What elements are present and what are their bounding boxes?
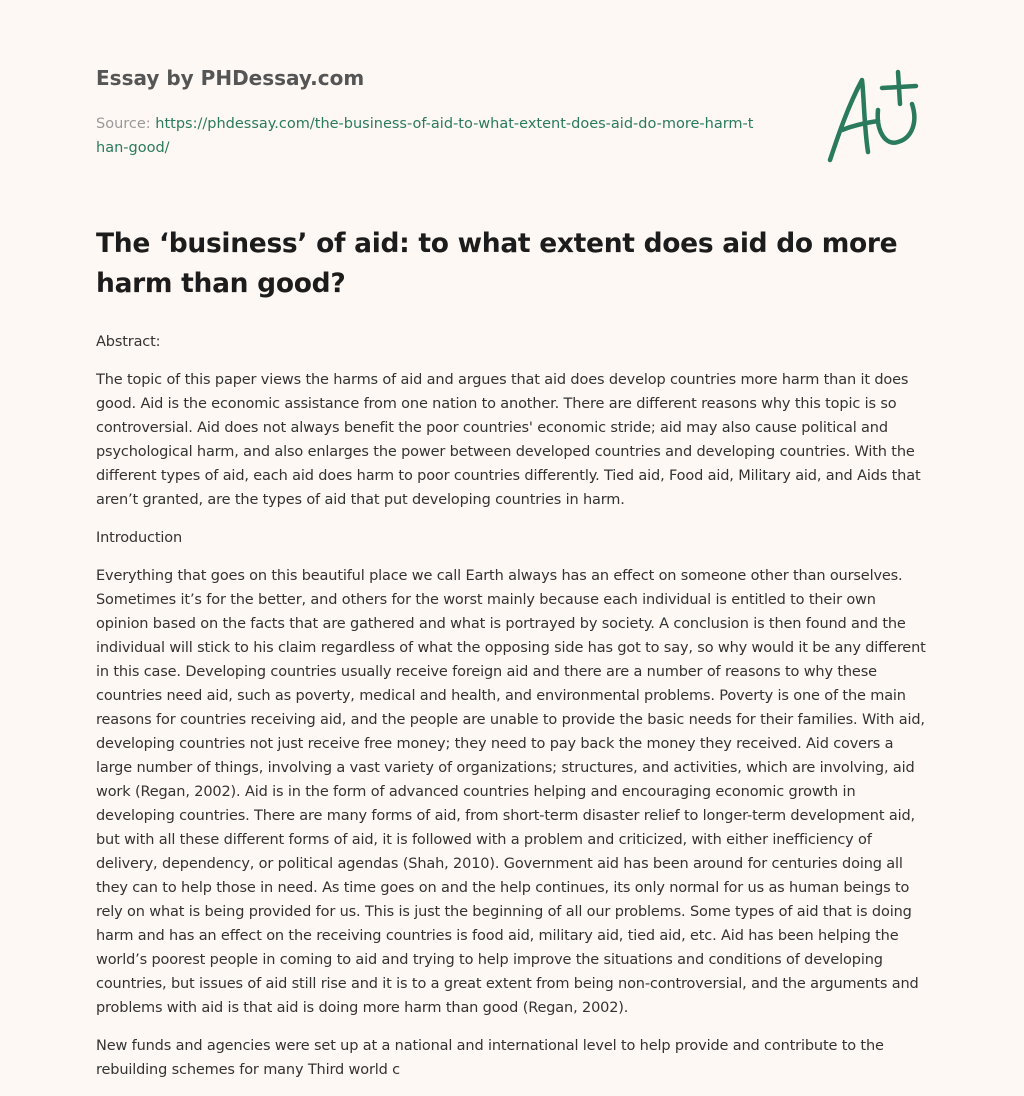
abstract-heading: Abstract: [96, 334, 161, 350]
source-label: Source: [96, 116, 156, 132]
introduction-paragraph: Everything that goes on this beautiful place we call Earth always has an effect on someone other than ourselves. Sometimes it’s for the better, and others for the worst mainly because each individual is entitled to their own opinion based on the facts that are gathered and what is portrayed by society. A conclusion is then found and the individual will stick to his claim regardless of what the opposing side has got to say, so why would it be any different in this case. Developing countries usually receive foreign aid and there are a number of reasons to why these countries need aid, such as poverty, medical and health, and environmental problems. Poverty is one of the main reasons for countries receiving aid, and the people are unable to provide the basic needs for their families. With aid, developing countries not just receive free money; they need to pay back the money they received. Aid covers a large number of things, involving a vast variety of organizations; structures, and activities, which are involving, aid work (Regan, 2002). Aid is in the form of advanced countries helping and encouraging economic growth in developing countries. There are many forms of aid, from short-term disaster relief to longer-term development aid, but with all these different forms of aid, it is followed with a problem and criticized, with either inefficiency of delivery, dependency, or political agendas (Shah, 2010). Government aid has been around for centuries doing all they can to help those in need. As time goes on and the help continues, its only normal for us as human beings to rely on what is being provided for us. This is just the beginning of all our problems. Some types of aid that is doing harm and has an effect on the receiving countries is food aid, military aid, tied aid, etc. Aid has been helping the world’s poorest people in coming to aid and trying to help improve the situations and conditions of developing countries, but issues of aid still rise and it is to a great extent from being non-controversial, and the arguments and problems with aid is that aid is doing more harm than good (Regan, 2002). [96, 568, 926, 1016]
site-title: Essay by PHDessay.com [96, 66, 365, 90]
introduction-heading: Introduction [96, 530, 183, 546]
abstract-paragraph: The topic of this paper views the harms of aid and argues that aid does develop countries more harm than it does good. Aid is the economic assistance from one nation to another. There are different reasons why this topic is so controversial. Aid does not always benefit the poor countries' economic stride; aid may also cause political and psychological harm, and also enlarges the power between developed countries and developing countries. With the different types of aid, each aid does harm to poor countries differently. Tied aid, Food aid, Military aid, and Aids that aren’t granted, are the types of aid that put developing countries in harm. [96, 372, 921, 508]
source-link[interactable]: https://phdessay.com/the-business-of-aid-to-what-extent-does-aid-do-more-harm-than-good/ [96, 116, 754, 156]
source-line [96, 112, 756, 160]
essay-title: The ‘business’ of aid: to what extent does aid do more harm than good? [96, 228, 898, 299]
page-header [96, 64, 796, 160]
a-plus-logo-icon [820, 66, 930, 166]
essay-article [96, 224, 928, 1096]
truncated-paragraph: New funds and agencies were set up at a national and international level to help provide and contribute to the rebuilding schemes for many Third world c [96, 1038, 884, 1078]
